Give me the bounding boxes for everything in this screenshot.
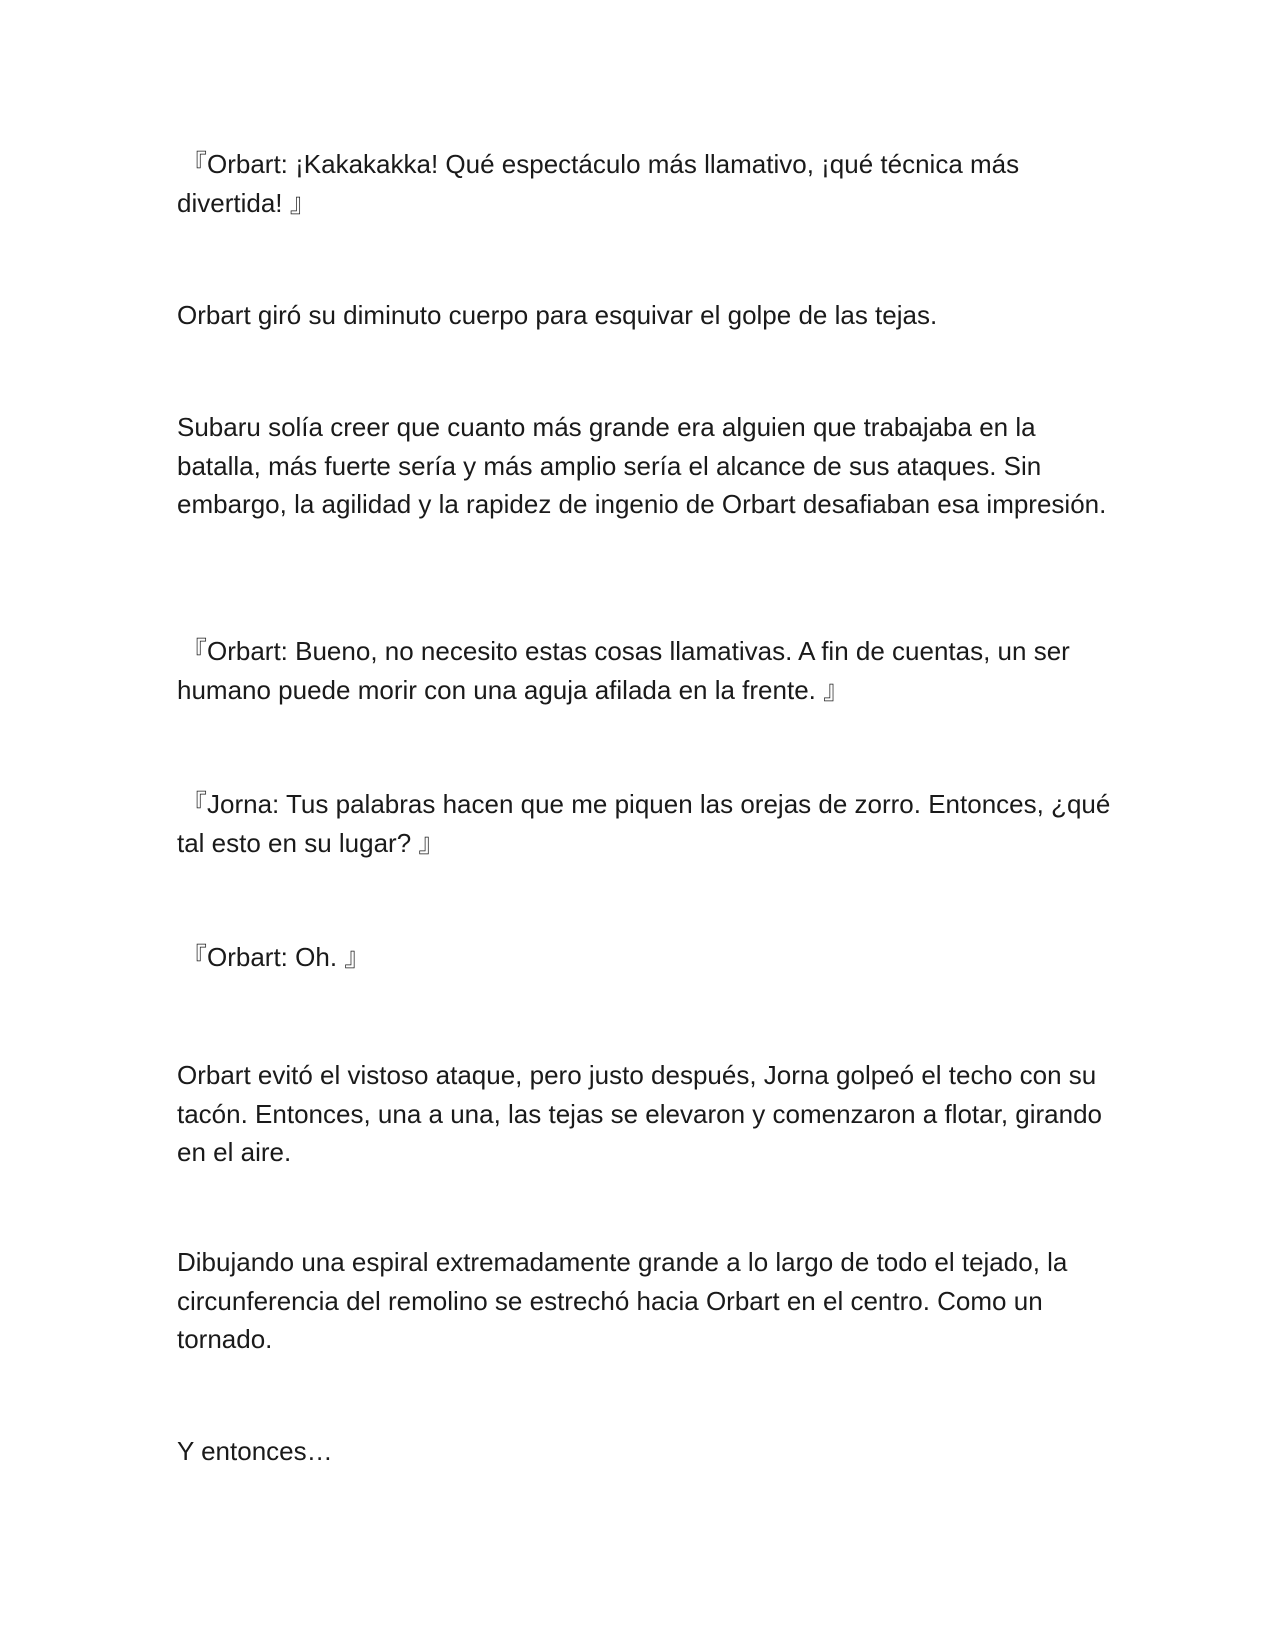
narration-paragraph-2: Subaru solía creer que cuanto más grande era alguien que trabajaba en la batalla, más fuerte sería y más amplio sería el alcance de sus ataques. Sin embargo, la agilidad y la rapidez de ingenio de Orbart desafiaban esa impresión. — [177, 412, 1107, 519]
dialogue-paragraph-orbart-3: 『Orbart: Oh. 』 — [181, 942, 371, 972]
dialogue-paragraph-orbart-1: 『Orbart: ¡Kakakakka! Qué espectáculo más llamativo, ¡qué técnica más divertida! 』 — [177, 149, 1020, 218]
narration-paragraph-3: Orbart evitó el vistoso ataque, pero justo después, Jorna golpeó el techo con su tacón. Entonces, una a una, las tejas se elevaron y comenzaron a flotar, girando en el aire. — [177, 1060, 1103, 1167]
narration-paragraph-1: Orbart giró su diminuto cuerpo para esquivar el golpe de las tejas. — [177, 300, 938, 330]
dialogue-paragraph-jorna: 『Jorna: Tus palabras hacen que me piquen las orejas de zorro. Entonces, ¿qué tal esto en su lugar? 』 — [177, 789, 1111, 858]
narration-paragraph-4: Dibujando una espiral extremadamente grande a lo largo de todo el tejado, la circunferencia del remolino se estrechó hacia Orbart en el centro. Como un tornado. — [177, 1247, 1068, 1354]
dialogue-paragraph-orbart-2: 『Orbart: Bueno, no necesito estas cosas llamativas. A fin de cuentas, un ser humano puede morir con una aguja afilada en la frente. 』 — [177, 636, 1070, 705]
narration-paragraph-5: Y entonces… — [177, 1436, 333, 1466]
